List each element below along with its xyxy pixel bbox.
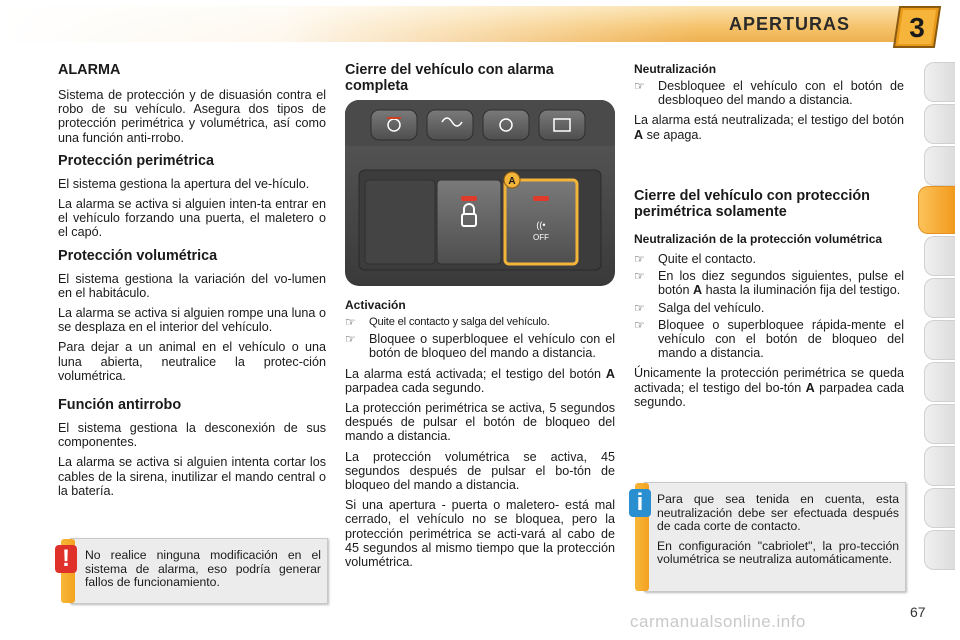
right-column [634,62,904,148]
section-title-perimetrica-solamente: Cierre del vehículo con protección perimétrica solamente [634,188,870,220]
chapter-tab[interactable] [924,236,955,276]
activation-section [345,298,615,575]
section-title-antirrobo: Función antirrobo [58,397,182,414]
perimetric-only-section [634,188,904,415]
warning-note [62,538,328,604]
page-header [0,0,960,50]
chapter-title: APERTURAS [728,14,850,34]
chapter-tab[interactable] [924,278,955,318]
list-item: ☞ Salga del vehículo. [634,300,765,315]
volumetrica-text-2: La alarma se activa si alguien rompe una luna o se desplaza en el interior del vehículo. [58,306,326,335]
off-label: OFF [533,233,549,242]
chapter-tab[interactable] [924,488,955,528]
activation-text-2: La protección perimétrica se activa, 5 segundos después de pulsar el botón de bloqueo del mando a distancia. [345,401,615,444]
section-title-neutralizacion: Neutralización [634,62,717,76]
antirrobo-text-2: La alarma se activa si alguien intenta cortar los cables de la sirena, inutilizar el mando central o la batería. [58,455,326,498]
list-item: ☞ En los diez segundos siguientes, pulse el botón A hasta la iluminación fija del testigo. [634,269,904,298]
list-item: ☞ Desbloquee el vehículo con el botón de desbloqueo del mando a distancia. [634,79,904,108]
perimetrica-text-2: La alarma se activa si alguien inten-ta entrar en el vehículo forzando una puerta, el maletero o el capó. [58,197,326,240]
chapter-tab[interactable] [924,146,955,186]
chapter-tab[interactable] [924,530,955,570]
chapter-number-badge [890,3,946,51]
activation-text-3: La protección volumétrica se activa, 45 segundos después de pulsar el bo-tón de bloqueo del mando a distancia. [345,449,615,493]
activation-text-1: La alarma está activada; el testigo del botón A parpadea cada segundo. [345,366,615,395]
section-title-perimetrica: Protección perimétrica [58,152,214,169]
page-number: 67 [910,604,926,620]
left-column [58,62,326,504]
activation-text-4: Si una apertura - puerta o maletero- está mal cerrado, el vehículo no se bloquea, pero la protección perimétrica se acti-vará al cabo de 45 segundos al mismo tiempo que la protección volumétrica. [345,498,615,570]
list-item: ☞ Bloquee o superbloquee rápida-mente el vehículo con el botón de bloqueo del mando a distancia. [634,317,904,361]
alarm-button-photo [345,100,615,286]
neutralization-text: La alarma está neutralizada; el testigo del botón A se apaga. [634,113,904,142]
alarma-text: Sistema de protección y de disuasión contra el robo de su vehículo. Asegura dos tipos de protección perimétrica y volumétrica, así como una función anti-rrobo. [58,88,326,145]
chapter-tab[interactable] [924,62,955,102]
hand-pointer-icon: ☞ [634,300,645,315]
volumetrica-text-1: El sistema gestiona la variación del vo-lumen en el habitáculo. [58,271,326,300]
activation-bullets [345,315,615,361]
chapter-tab[interactable] [924,404,955,444]
info-icon: i [629,489,651,517]
section-title-alarma-completa: Cierre del vehículo con alarma completa [345,62,554,94]
watermark-text: carmanualsonline.info [630,612,806,631]
warning-icon: ! [55,545,77,573]
hand-pointer-icon: ☞ [634,79,645,93]
chapter-tab[interactable] [924,320,955,360]
chapter-tab[interactable] [924,362,955,402]
hand-pointer-icon: ☞ [634,317,645,332]
subsection-title-neutralizacion-volumetrica: Neutralización de la protección volumétrica [634,232,883,246]
chapter-tab[interactable] [924,446,955,486]
chapter-tab[interactable] [924,104,955,144]
warning-note-text: No realice ninguna modificación en el sistema de alarma, eso podría generar fallos de funcionamiento. [85,548,321,590]
button-a-label: A [508,176,516,187]
chapter-tab-strip [924,62,954,582]
svg-text:((•: ((• [536,220,546,230]
perimetrica-text-1: El sistema gestiona la apertura del ve-hículo. [58,176,310,191]
list-item: ☞ Quite el contacto y salga del vehículo. [345,315,550,329]
hand-pointer-icon: ☞ [345,332,356,347]
hand-pointer-icon: ☞ [345,315,356,329]
section-title-activacion: Activación [345,298,406,312]
list-item: ☞ Bloquee o superbloquee el vehículo con el botón de bloqueo del mando a distancia. [345,332,615,361]
info-note-text: Para que sea tenida en cuenta, esta neutralización debe ser efectuada después de cada corte de contacto. En configuración "cabriolet", la pro-tección volumétrica se neutraliza automáticamente. [657,492,899,567]
chapter-number: 3 [909,12,925,43]
chapter-tab-active[interactable] [918,186,955,234]
info-note [636,482,906,592]
middle-column [345,62,615,102]
section-title-volumetrica: Protección volumétrica [58,247,218,264]
volumetrica-text-3: Para dejar a un animal en el vehículo o una luna abierta, neutralice la protec-ción volumétrica. [58,340,326,383]
perimetric-only-text: Únicamente la protección perimétrica se queda activada; el testigo del bo-tón A parpadea cada segundo. [634,366,905,409]
antirrobo-text-1: El sistema gestiona la desconexión de sus componentes. [58,421,326,450]
hand-pointer-icon: ☞ [634,252,645,266]
section-title-alarma: ALARMA [58,62,121,78]
hand-pointer-icon: ☞ [634,269,645,284]
list-item: ☞ Quite el contacto. [634,252,757,266]
